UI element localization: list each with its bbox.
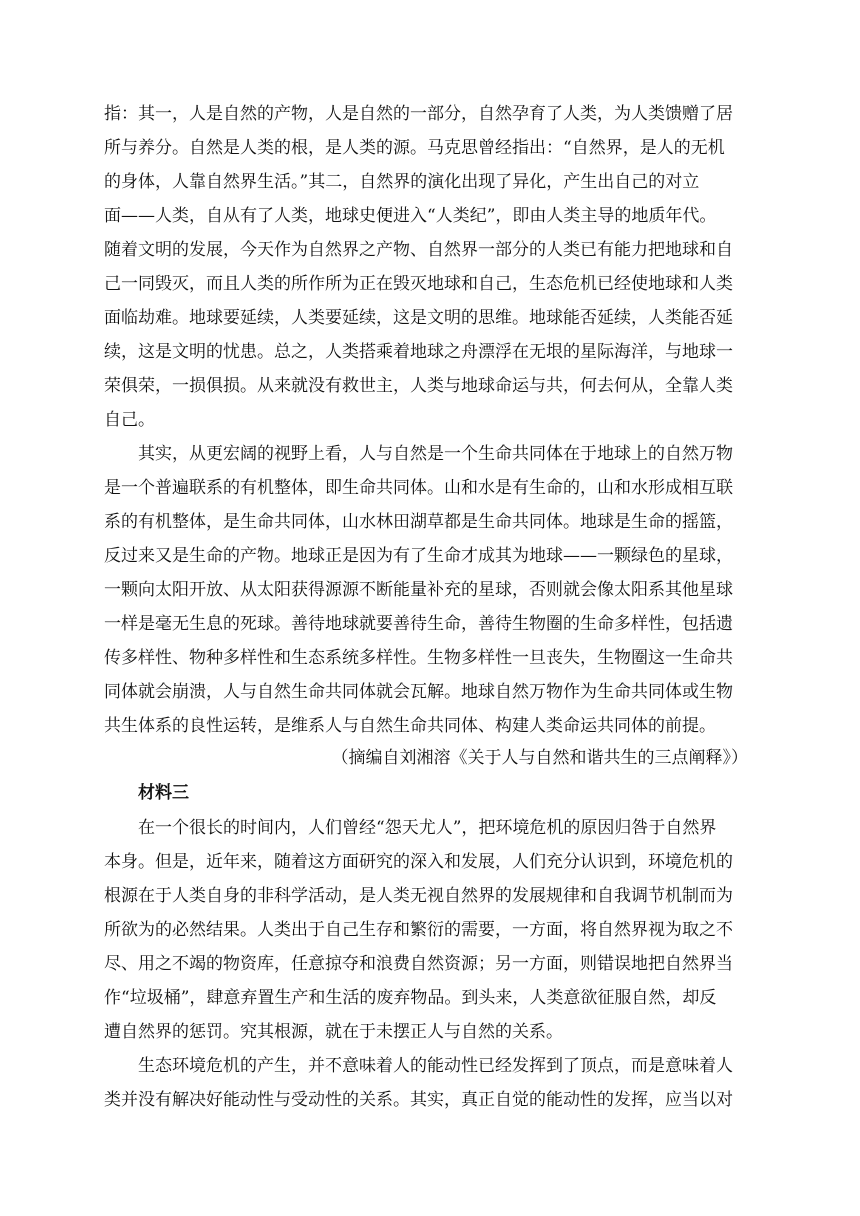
text-line: 生态环境危机的产生，并不意味着人的能动性已经发挥到了顶点，而是意味着人 bbox=[138, 1056, 733, 1076]
text-line: 的身体，人靠自然界生活。”其二，自然界的演化出现了异化，产生出自己的对立 bbox=[104, 172, 700, 192]
text-line: 面——人类，自从有了人类，地球史便进入“人类纪”，即由人类主导的地质年代。 bbox=[104, 206, 717, 226]
text-line: 其实，从更宏阔的视野上看，人与自然是一个生命共同体在于地球上的自然万物 bbox=[138, 444, 733, 464]
text-line: 指：其一，人是自然的产物，人是自然的一部分，自然孕育了人类，为人类馈赠了居 bbox=[104, 104, 733, 124]
text-line: 在一个很长的时间内，人们曾经“怨天尤人”，把环境危机的原因归咎于自然界 bbox=[138, 818, 717, 838]
text-line: 反过来又是生命的产物。地球正是因为有了生命才成其为地球——一颗绿色的星球， bbox=[104, 546, 733, 566]
source-citation: （摘编自刘湘溶《关于人与自然和谐共生的三点阐释》） bbox=[331, 748, 748, 768]
text-line: 尽、用之不竭的物资库，任意掠夺和浪费自然资源；另一方面，则错误地把自然界当 bbox=[104, 954, 733, 974]
text-line: 续，这是文明的忧患。总之，人类搭乘着地球之舟漂浮在无垠的星际海洋，与地球一 bbox=[104, 342, 733, 362]
text-line: 所欲为的必然结果。人类出于自己生存和繁衍的需要，一方面，将自然界视为取之不 bbox=[104, 920, 733, 940]
text-line: 所与养分。自然是人类的根，是人类的源。马克思曾经指出：“自然界，是人的无机 bbox=[104, 138, 725, 158]
text-line: 本身。但是，近年来，随着这方面研究的深入和发展，人们充分认识到，环境危机的 bbox=[104, 852, 733, 872]
text-line: 自己。 bbox=[104, 410, 155, 430]
text-line: 同体就会崩溃，人与自然生命共同体就会瓦解。地球自然万物作为生命共同体或生物 bbox=[104, 682, 733, 702]
text-line: 随着文明的发展，今天作为自然界之产物、自然界一部分的人类已有能力把地球和自 bbox=[104, 240, 733, 260]
text-line: 荣俱荣，一损俱损。从来就没有救世主，人类与地球命运与共，何去何从，全靠人类 bbox=[104, 376, 733, 396]
text-line: 根源在于人类自身的非科学活动，是人类无视自然界的发展规律和自我调节机制而为 bbox=[104, 886, 733, 906]
text-line: 作“垃圾桶”，肆意弃置生产和生活的废弃物品。到头来，人类意欲征服自然，却反 bbox=[104, 988, 717, 1008]
text-line: 是一个普遍联系的有机整体，即生命共同体。山和水是有生命的，山和水形成相互联 bbox=[104, 478, 733, 498]
text-line: 一颗向太阳开放、从太阳获得源源不断能量补充的星球，否则就会像太阳系其他星球 bbox=[104, 580, 733, 600]
text-line: 传多样性、物种多样性和生态系统多样性。生物多样性一旦丧失，生物圈这一生命共 bbox=[104, 648, 733, 668]
text-line: 面临劫难。地球要延续，人类要延续，这是文明的思维。地球能否延续，人类能否延 bbox=[104, 308, 733, 328]
text-line: 共生体系的良性运转，是维系人与自然生命共同体、构建人类命运共同体的前提。 bbox=[104, 716, 716, 736]
text-line: 遭自然界的惩罚。究其根源，就在于未摆正人与自然的关系。 bbox=[104, 1022, 563, 1042]
text-line: 系的有机整体，是生命共同体，山水林田湖草都是生命共同体。地球是生命的摇篮， bbox=[104, 512, 733, 532]
text-line: 一样是毫无生息的死球。善待地球就要善待生命，善待生物圈的生命多样性，包括遗 bbox=[104, 614, 733, 634]
text-line: 类并没有解决好能动性与受动性的关系。其实，真正自觉的能动性的发挥，应当以对 bbox=[104, 1090, 733, 1110]
text-line: 己一同毁灭，而且人类的所作所为正在毁灭地球和自己，生态危机已经使地球和人类 bbox=[104, 274, 733, 294]
section-heading: 材料三 bbox=[138, 783, 189, 803]
